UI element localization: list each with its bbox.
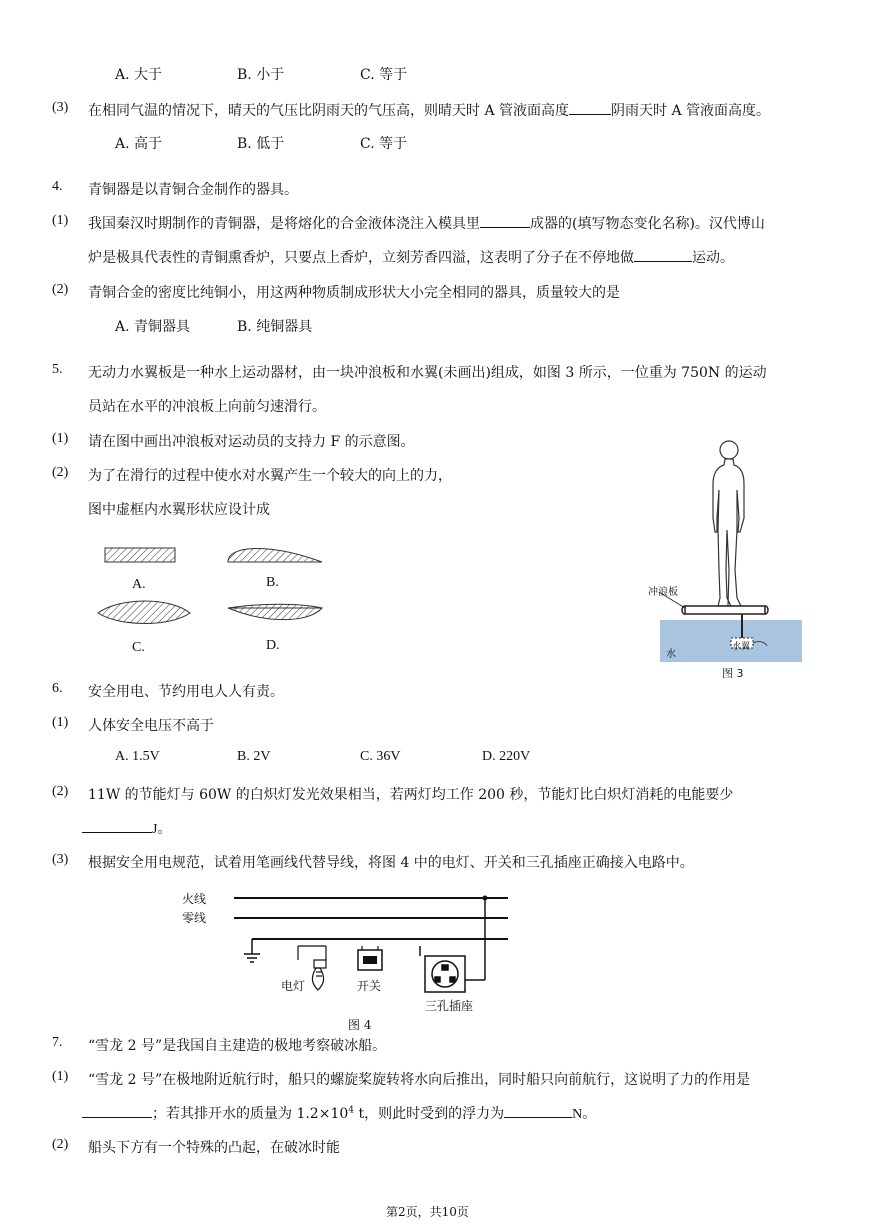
q4-title: 青铜器是以青铜合金制作的器具。	[88, 182, 298, 198]
figure-4-circuit-diagram	[230, 888, 520, 1013]
q4-opt-a: A. 青铜器具	[115, 319, 191, 335]
wing-shape-options	[90, 535, 340, 660]
fig3-water-label: 水	[666, 649, 676, 660]
q6-sub3-num: (3)	[52, 852, 69, 867]
q7-sub1-line2: ；若其排开水的质量为 $1.2\times 10^4$ t，则此时受到的浮力为 N。	[82, 1103, 596, 1123]
q6-sub3-text: 根据安全用电规范，试着用笔画线代替导线，将图 4 中的电灯、开关和三孔插座正确接入电路中。	[88, 855, 694, 871]
q5-sub2-line2: 图中虚框内水翼形状应设计成	[88, 502, 270, 518]
shape-b-wing	[228, 548, 322, 562]
fig4-caption: 图 4	[348, 1018, 372, 1032]
fig3-wing-label: 水翼	[732, 642, 751, 652]
fig4-switch-label: 开关	[357, 979, 382, 993]
shape-label-c: C.	[132, 640, 145, 655]
q7-sub2-text: 船头下方有一个特殊的凸起，在破冰时能	[88, 1140, 340, 1156]
three-hole-socket-symbol	[420, 898, 485, 992]
q4-sub1-line2: 炉是极具代表性的青铜熏香炉，只要点上香炉，立刻芳香四溢，这表明了分子在不停地做 运动。	[88, 247, 734, 267]
person-figure	[713, 441, 744, 606]
shape-d-wing	[228, 604, 322, 619]
option-c-top: C. 等于	[360, 67, 408, 83]
q3-opt-b: B. 低于	[237, 136, 285, 152]
q6-sub2-line2: J。	[82, 818, 171, 838]
q4-sub2-text: 青铜合金的密度比纯铜小，用这两种物质制成形状大小完全相同的器具，质量较大的是	[88, 285, 620, 301]
q5-sub1-num: (1)	[52, 431, 69, 446]
q5-num: 5.	[52, 362, 63, 377]
q7-num: 7.	[52, 1035, 63, 1050]
surfboard	[685, 606, 765, 614]
fig4-socket-label: 三孔插座	[425, 999, 474, 1013]
fig4-live-label: 火线	[182, 892, 207, 906]
q5-sub2-num: (2)	[52, 465, 69, 480]
fig3-caption: 图 3	[722, 667, 744, 680]
shape-a-rectangle	[105, 548, 175, 562]
q5-line1: 无动力水翼板是一种水上运动器材，由一块冲浪板和水翼(未画出)组成，如图 3 所示，一位重为 750N 的运动	[88, 365, 767, 381]
q3-sub3-text: 在相同气温的情况下，晴天的气压比阴雨天的气压高，则晴天时 A 管液面高度 阴雨天时 A 管液面高度。	[88, 100, 770, 120]
option-b-top: B. 小于	[237, 67, 285, 83]
q3-opt-a: A. 高于	[115, 136, 163, 152]
q4-num: 4.	[52, 179, 63, 194]
q6-opt-a: A. 1.5V	[115, 749, 160, 764]
fig3-board-label: 冲浪板	[648, 587, 678, 598]
q6-num: 6.	[52, 681, 63, 696]
shape-c-ellipse	[98, 601, 190, 624]
q5-line2: 员站在水平的冲浪板上向前匀速滑行。	[88, 399, 326, 415]
shape-label-b: B.	[266, 575, 279, 590]
option-a-top: A. 大于	[115, 67, 163, 83]
q3-opt-c: C. 等于	[360, 136, 408, 152]
q7-sub2-num: (2)	[52, 1137, 69, 1152]
fig4-neutral-label: 零线	[182, 911, 207, 925]
q4-opt-b: B. 纯铜器具	[237, 319, 313, 335]
q6-sub2-num: (2)	[52, 784, 69, 799]
q6-opt-b: B. 2V	[237, 749, 271, 764]
q6-title: 安全用电、节约用电人人有责。	[88, 684, 284, 700]
q3-sub3-num: (3)	[52, 100, 69, 115]
q4-sub1-num: (1)	[52, 213, 69, 228]
shape-label-a: A.	[132, 577, 146, 592]
page-footer: 第2页，共10页	[386, 1205, 469, 1219]
shape-label-d: D.	[266, 638, 280, 653]
q5-sub2-line1: 为了在滑行的过程中使水对水翼产生一个较大的向上的力，	[88, 468, 452, 484]
q6-sub1-num: (1)	[52, 715, 69, 730]
q6-sub1-text: 人体安全电压不高于	[88, 718, 214, 734]
q5-sub1-text: 请在图中画出冲浪板对运动员的支持力 F 的示意图。	[88, 434, 415, 450]
switch-symbol	[358, 946, 382, 970]
fig4-lamp-label: 电灯	[281, 979, 306, 993]
figure-3-surfer-diagram	[645, 430, 810, 670]
q6-opt-d: D. 220V	[482, 749, 531, 764]
q7-sub1-num: (1)	[52, 1069, 69, 1084]
q6-sub2-line1: 11W 的节能灯与 60W 的白炽灯发光效果相当，若两灯均工作 200 秒，节能灯比白炽灯消耗的电能要少	[88, 787, 734, 803]
q7-title: “雪龙 2 号”是我国自主建造的极地考察破冰船。	[88, 1038, 387, 1054]
q4-sub1-line1: 我国秦汉时期制作的青铜器，是将熔化的合金液体浇注入模具里 成器的(填写物态变化名称)。汉代博山	[88, 213, 765, 233]
q6-opt-c: C. 36V	[360, 749, 401, 764]
q7-sub1-line1: “雪龙 2 号”在极地附近航行时，船只的螺旋桨旋转将水向后推出，同时船只向前航行，这说明了力的作用是	[88, 1072, 751, 1088]
q4-sub2-num: (2)	[52, 282, 69, 297]
